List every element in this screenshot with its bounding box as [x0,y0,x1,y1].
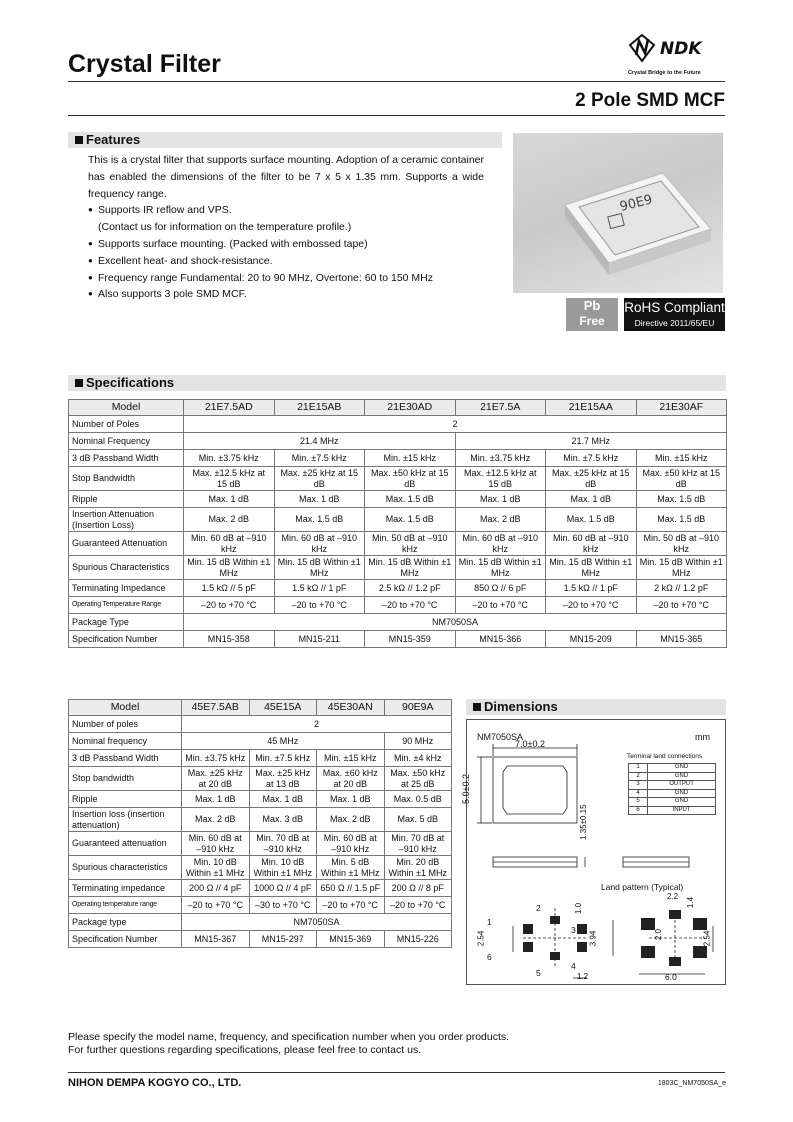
table-cell: –20 to +70 °C [384,897,452,914]
table-cell: Max. ±50 kHz at 15 dB [365,467,456,491]
table-row-label: Specification Number [69,631,184,648]
logo-wordmark: NDK [660,39,702,59]
table-cell: MN15-369 [317,931,385,948]
table-cell: Max. 1.5 dB [365,508,456,532]
table-cell: MN15-366 [455,631,546,648]
table-row-label: Ripple [69,491,184,508]
table-row [69,767,452,791]
table-row-label: Guaranteed Attenuation [69,532,184,556]
table-cell: Min. ±15 kHz [317,750,385,767]
table-cell: 5 [629,798,648,807]
table-header-cell: 21E15AA [546,400,637,416]
pad-number: 4 [571,961,576,971]
table-cell: –20 to +70 °C [182,897,250,914]
spec-table-2 [68,699,452,948]
table-row-label: Nominal frequency [69,733,182,750]
table-cell: Min. 60 dB at –910 kHz [184,532,275,556]
width-dimension: 7.0±0.2 [515,739,545,749]
table-cell: 200 Ω // 4 pF [182,880,250,897]
table-cell: Min. 60 dB at –910 kHz [274,532,365,556]
height-dimension: 5.0±0.2 [460,774,471,804]
table-cell: MN15-358 [184,631,275,648]
table-cell: 850 Ω // 6 pF [455,580,546,597]
terminal-table [628,763,716,815]
table-cell: Min. 70 dB at –910 kHz [249,832,317,856]
table-cell: 21.4 MHz [184,433,456,450]
table-cell: Max. ±12.5 kHz at 15 dB [455,467,546,491]
sub-note-text: (Contact us for information on the temperature profile.) [98,221,352,234]
table-cell: 1000 Ω // 4 pF [249,880,317,897]
ndk-logo-icon [628,33,726,63]
table-cell: Min. 10 dB Within ±1 MHz [182,856,250,880]
table-row-label: Nominal Frequency [69,433,184,450]
table-row-label: Insertion Attenuation (Insertion Loss) [69,508,184,532]
chip-marking: 90E9 [618,192,655,215]
table-cell: Max. 5 dB [384,808,452,832]
table-cell: –20 to +70 °C [184,597,275,614]
table-cell: GND [648,764,716,773]
thickness-dimension: 1.35±0.15 [579,804,588,840]
table-cell: –20 to +70 °C [636,597,727,614]
dim-label: 1.2 [577,972,589,981]
document-number: 1803C_NM7050SA_e [657,1080,726,1087]
table-cell: 3 [629,781,648,790]
feature-item: ● Supports surface mounting. (Packed with embossed tape) [88,236,484,253]
table-row [69,832,452,856]
table-row [69,556,727,580]
table-cell: Min. ±15 kHz [365,450,456,467]
table-cell: 2 kΩ // 1.2 pF [636,580,727,597]
table-cell: Max. ±12.5 kHz at 15 dB [184,467,275,491]
unit-label: mm [695,732,710,742]
table-row [69,416,727,433]
table-cell: 200 Ω // 8 pF [384,880,452,897]
features-heading: Features [68,132,502,148]
dim-label: 3.94 [588,930,598,947]
terminal-title: Terminal land connections [627,753,703,760]
table-cell: Min. 15 dB Within ±1 MHz [365,556,456,580]
dimensions-heading: Dimensions [466,699,726,715]
table-cell: Max. 1.5 dB [365,491,456,508]
table-cell: Max. 1.5 dB [274,508,365,532]
table-row [69,880,452,897]
table-cell: Max. 2 dB [182,808,250,832]
table-row [69,750,452,767]
table-cell: 2 [182,716,452,733]
table-cell: Max. ±25 kHz at 20 dB [182,767,250,791]
table-header-cell: 45E30AN [317,700,385,716]
table-row [69,597,727,614]
table-header-cell: 90E9A [384,700,452,716]
package-name: NM7050SA [477,732,524,742]
table-row-label: Package Type [69,614,184,631]
table-row [69,450,727,467]
ndk-logo [628,33,726,75]
table-row-label: Stop Bandwidth [69,467,184,491]
table-cell: MN15-367 [182,931,250,948]
table-cell: Min. 15 dB Within ±1 MHz [636,556,727,580]
table-cell: INPUT [648,806,716,815]
table-cell: Min. 5 dB Within ±1 MHz [317,856,385,880]
table-cell: Max. 1 dB [274,491,365,508]
table-row [69,897,452,914]
pad-number: 3 [571,925,576,935]
land-pattern-title: Land pattern (Typical) [601,882,684,892]
table-cell: GND [648,772,716,781]
table-cell: Min. 70 dB at –910 kHz [384,832,452,856]
feature-item: ● Excellent heat- and shock-resistance. [88,253,484,270]
features-list [88,202,484,303]
table-cell: Max. 1 dB [455,491,546,508]
title-rule [68,81,725,82]
rohs-badge [624,298,725,331]
table-row [629,772,716,781]
table-cell: Max. 3 dB [249,808,317,832]
table-row [69,700,452,716]
table-header-cell: 21E30AD [365,400,456,416]
table-cell: MN15-226 [384,931,452,948]
table-row-label: Insertion loss (insertion attenuation) [69,808,182,832]
table-row-label: Package type [69,914,182,931]
pad-number: 6 [487,952,492,962]
table-cell: 1.5 kΩ // 1 pF [274,580,365,597]
table-row-label: 3 dB Passband Width [69,450,184,467]
logo-tagline: Crystal Bridge to the Future [628,70,701,76]
pad-number: 5 [536,968,541,978]
table-row [629,789,716,798]
table-row-label: Specification Number [69,931,182,948]
table-row [69,532,727,556]
table-row-label: Operating temperature range [69,897,182,914]
subtitle-rule [68,115,725,116]
table-row [69,491,727,508]
rohs-directive: Directive 2011/65/EU [634,318,715,328]
table-row [69,433,727,450]
table-cell: Max. 1 dB [317,791,385,808]
table-cell: MN15-359 [365,631,456,648]
table-cell: MN15-209 [546,631,637,648]
table-cell: Max. ±25 kHz at 15 dB [546,467,637,491]
table-cell: Max. 1.5 dB [636,508,727,532]
table-row-label: Guaranteed attenuation [69,832,182,856]
pad-number: 2 [536,903,541,913]
features-intro: This is a crystal filter that supports surface mounting. Adoption of a ceramic container has enabled the dimensions of the filter to be 7 x 5 x 1.35 mm. Supports a wide frequency range. [88,154,484,200]
product-photo [513,133,723,293]
table-header-cell: 45E15A [249,700,317,716]
pb-free-badge [566,298,618,331]
feature-item: ● Frequency range Fundamental: 20 to 90 MHz, Overtone: 60 to 150 MHz [88,270,484,287]
table-row [69,791,452,808]
table-cell: 45 MHz [182,733,385,750]
table-cell: Min. ±15 kHz [636,450,727,467]
table-row-label: Spurious Characteristics [69,556,184,580]
table-cell: MN15-365 [636,631,727,648]
table-row [69,614,727,631]
table-cell: Min. ±3.75 kHz [182,750,250,767]
table-header-cell: 21E30AF [636,400,727,416]
order-note-line: For further questions regarding specifications, please feel free to contact us. [68,1043,422,1056]
table-cell: Min. ±3.75 kHz [455,450,546,467]
table-cell: Max. ±25 kHz at 13 dB [249,767,317,791]
dim-label: 2.54 [476,930,486,947]
table-cell: 2 [629,772,648,781]
dim-label: 2.54 [702,930,712,947]
table-cell: –20 to +70 °C [274,597,365,614]
table-row [69,631,727,648]
table-cell: Max. 2 dB [455,508,546,532]
dim-label: 2.2 [667,892,679,901]
pb-badge-top: Pb [583,298,601,313]
feature-item: ● Supports IR reflow and VPS. [88,202,484,219]
table-cell: 6 [629,806,648,815]
table-header-cell: Model [69,400,184,416]
table-cell: Min. ±4 kHz [384,750,452,767]
table-cell: Min. 60 dB at –910 kHz [317,832,385,856]
table-row [69,716,452,733]
table-cell: –20 to +70 °C [546,597,637,614]
table-header-cell: 21E7.5AD [184,400,275,416]
table-cell: Min. ±7.5 kHz [546,450,637,467]
dim-label: 6.0 [665,972,677,982]
pad-number: 1 [487,917,492,927]
table-cell: Max. 0.5 dB [384,791,452,808]
table-cell: Min. 50 dB at –910 kHz [365,532,456,556]
spec-table-1 [68,399,727,648]
table-row-label: Terminating impedance [69,880,182,897]
table-cell: GND [648,789,716,798]
table-cell: Min. 10 dB Within ±1 MHz [249,856,317,880]
company-name: NIHON DEMPA KOGYO CO., LTD. [68,1077,242,1089]
table-cell: 2.5 kΩ // 1.2 pF [365,580,456,597]
table-cell: Max. 2 dB [184,508,275,532]
table-cell: 1.5 kΩ // 5 pF [184,580,275,597]
rohs-title: RoHS Compliant [624,300,725,315]
table-cell: Max. ±50 kHz at 25 dB [384,767,452,791]
table-row [629,798,716,807]
specifications-heading: Specifications [68,375,726,391]
table-cell: NM7050SA [182,914,452,931]
table-cell: 650 Ω // 1.5 pF [317,880,385,897]
table-row-label: Number of Poles [69,416,184,433]
table-cell: Min. 20 dB Within ±1 MHz [384,856,452,880]
table-cell: GND [648,798,716,807]
table-cell: Min. 15 dB Within ±1 MHz [274,556,365,580]
features-body [88,152,484,303]
table-row [69,467,727,491]
table-row [69,914,452,931]
table-row-label: Number of poles [69,716,182,733]
table-cell: –20 to +70 °C [317,897,385,914]
table-row-label: 3 dB Passband Width [69,750,182,767]
table-cell: MN15-211 [274,631,365,648]
table-cell: Min. ±3.75 kHz [184,450,275,467]
table-row-label: Ripple [69,791,182,808]
table-row [69,733,452,750]
table-cell: Max. 1.5 dB [546,508,637,532]
table-row [629,781,716,790]
table-cell: Min. ±7.5 kHz [249,750,317,767]
table-cell: Min. ±7.5 kHz [274,450,365,467]
table-cell: Max. ±50 kHz at 15 dB [636,467,727,491]
page-subtitle: 2 Pole SMD MCF [575,90,725,111]
table-header-cell: 21E7.5A [455,400,546,416]
table-cell: 2 [184,416,727,433]
table-cell: 1.5 kΩ // 1 pF [546,580,637,597]
table-header-cell: Model [69,700,182,716]
footer-rule [68,1072,725,1073]
table-header-cell: 45E7.5AB [182,700,250,716]
table-row [69,400,727,416]
table-cell: –20 to +70 °C [365,597,456,614]
table-row [629,764,716,773]
table-cell: Max. 1 dB [249,791,317,808]
order-note-line: Please specify the model name, frequency, and specification number when you order products. [68,1031,510,1043]
table-cell: NM7050SA [184,614,727,631]
dim-label: 1.4 [686,896,696,909]
table-row [69,856,452,880]
page-title: Crystal Filter [68,50,221,78]
table-row [69,508,727,532]
table-cell: Max. ±60 kHz at 20 dB [317,767,385,791]
table-cell: Min. 15 dB Within ±1 MHz [184,556,275,580]
table-cell: 21.7 MHz [455,433,727,450]
table-row [629,806,716,815]
table-row [69,580,727,597]
table-cell: Max. 2 dB [317,808,385,832]
table-cell: Min. 15 dB Within ±1 MHz [546,556,637,580]
table-cell: –20 to +70 °C [455,597,546,614]
order-note [68,1031,509,1056]
table-row-label: Terminating Impedance [69,580,184,597]
table-cell: 90 MHz [384,733,452,750]
table-cell: Max. 1.5 dB [636,491,727,508]
dim-label: 2.0 [654,928,664,941]
table-row [69,808,452,832]
table-cell: Max. 1 dB [546,491,637,508]
table-cell: 4 [629,789,648,798]
dimensions-drawing [460,719,726,985]
table-cell: Min. 15 dB Within ±1 MHz [455,556,546,580]
table-row-label: Spurious characteristics [69,856,182,880]
table-cell: Max. ±25 kHz at 15 dB [274,467,365,491]
table-row-label: Stop bandwidth [69,767,182,791]
table-row [69,931,452,948]
table-cell: Min. 50 dB at –910 kHz [636,532,727,556]
table-cell: MN15-297 [249,931,317,948]
table-row-label: Operating Temperature Range [69,597,184,614]
table-cell: Min. 60 dB at –910 kHz [546,532,637,556]
pb-badge-bottom: Free [579,314,605,328]
feature-sub-note [88,219,484,236]
table-cell: 1 [629,764,648,773]
feature-item: ● Also supports 3 pole SMD MCF. [88,286,484,303]
table-cell: Min. 60 dB at –910 kHz [455,532,546,556]
table-cell: Min. 60 dB at –910 kHz [182,832,250,856]
table-cell: OUTPUT [648,781,716,790]
table-cell: Max. 1 dB [182,791,250,808]
table-cell: Max. 1 dB [184,491,275,508]
table-cell: –30 to +70 °C [249,897,317,914]
dim-label: 1.0 [574,902,584,915]
table-header-cell: 21E15AB [274,400,365,416]
